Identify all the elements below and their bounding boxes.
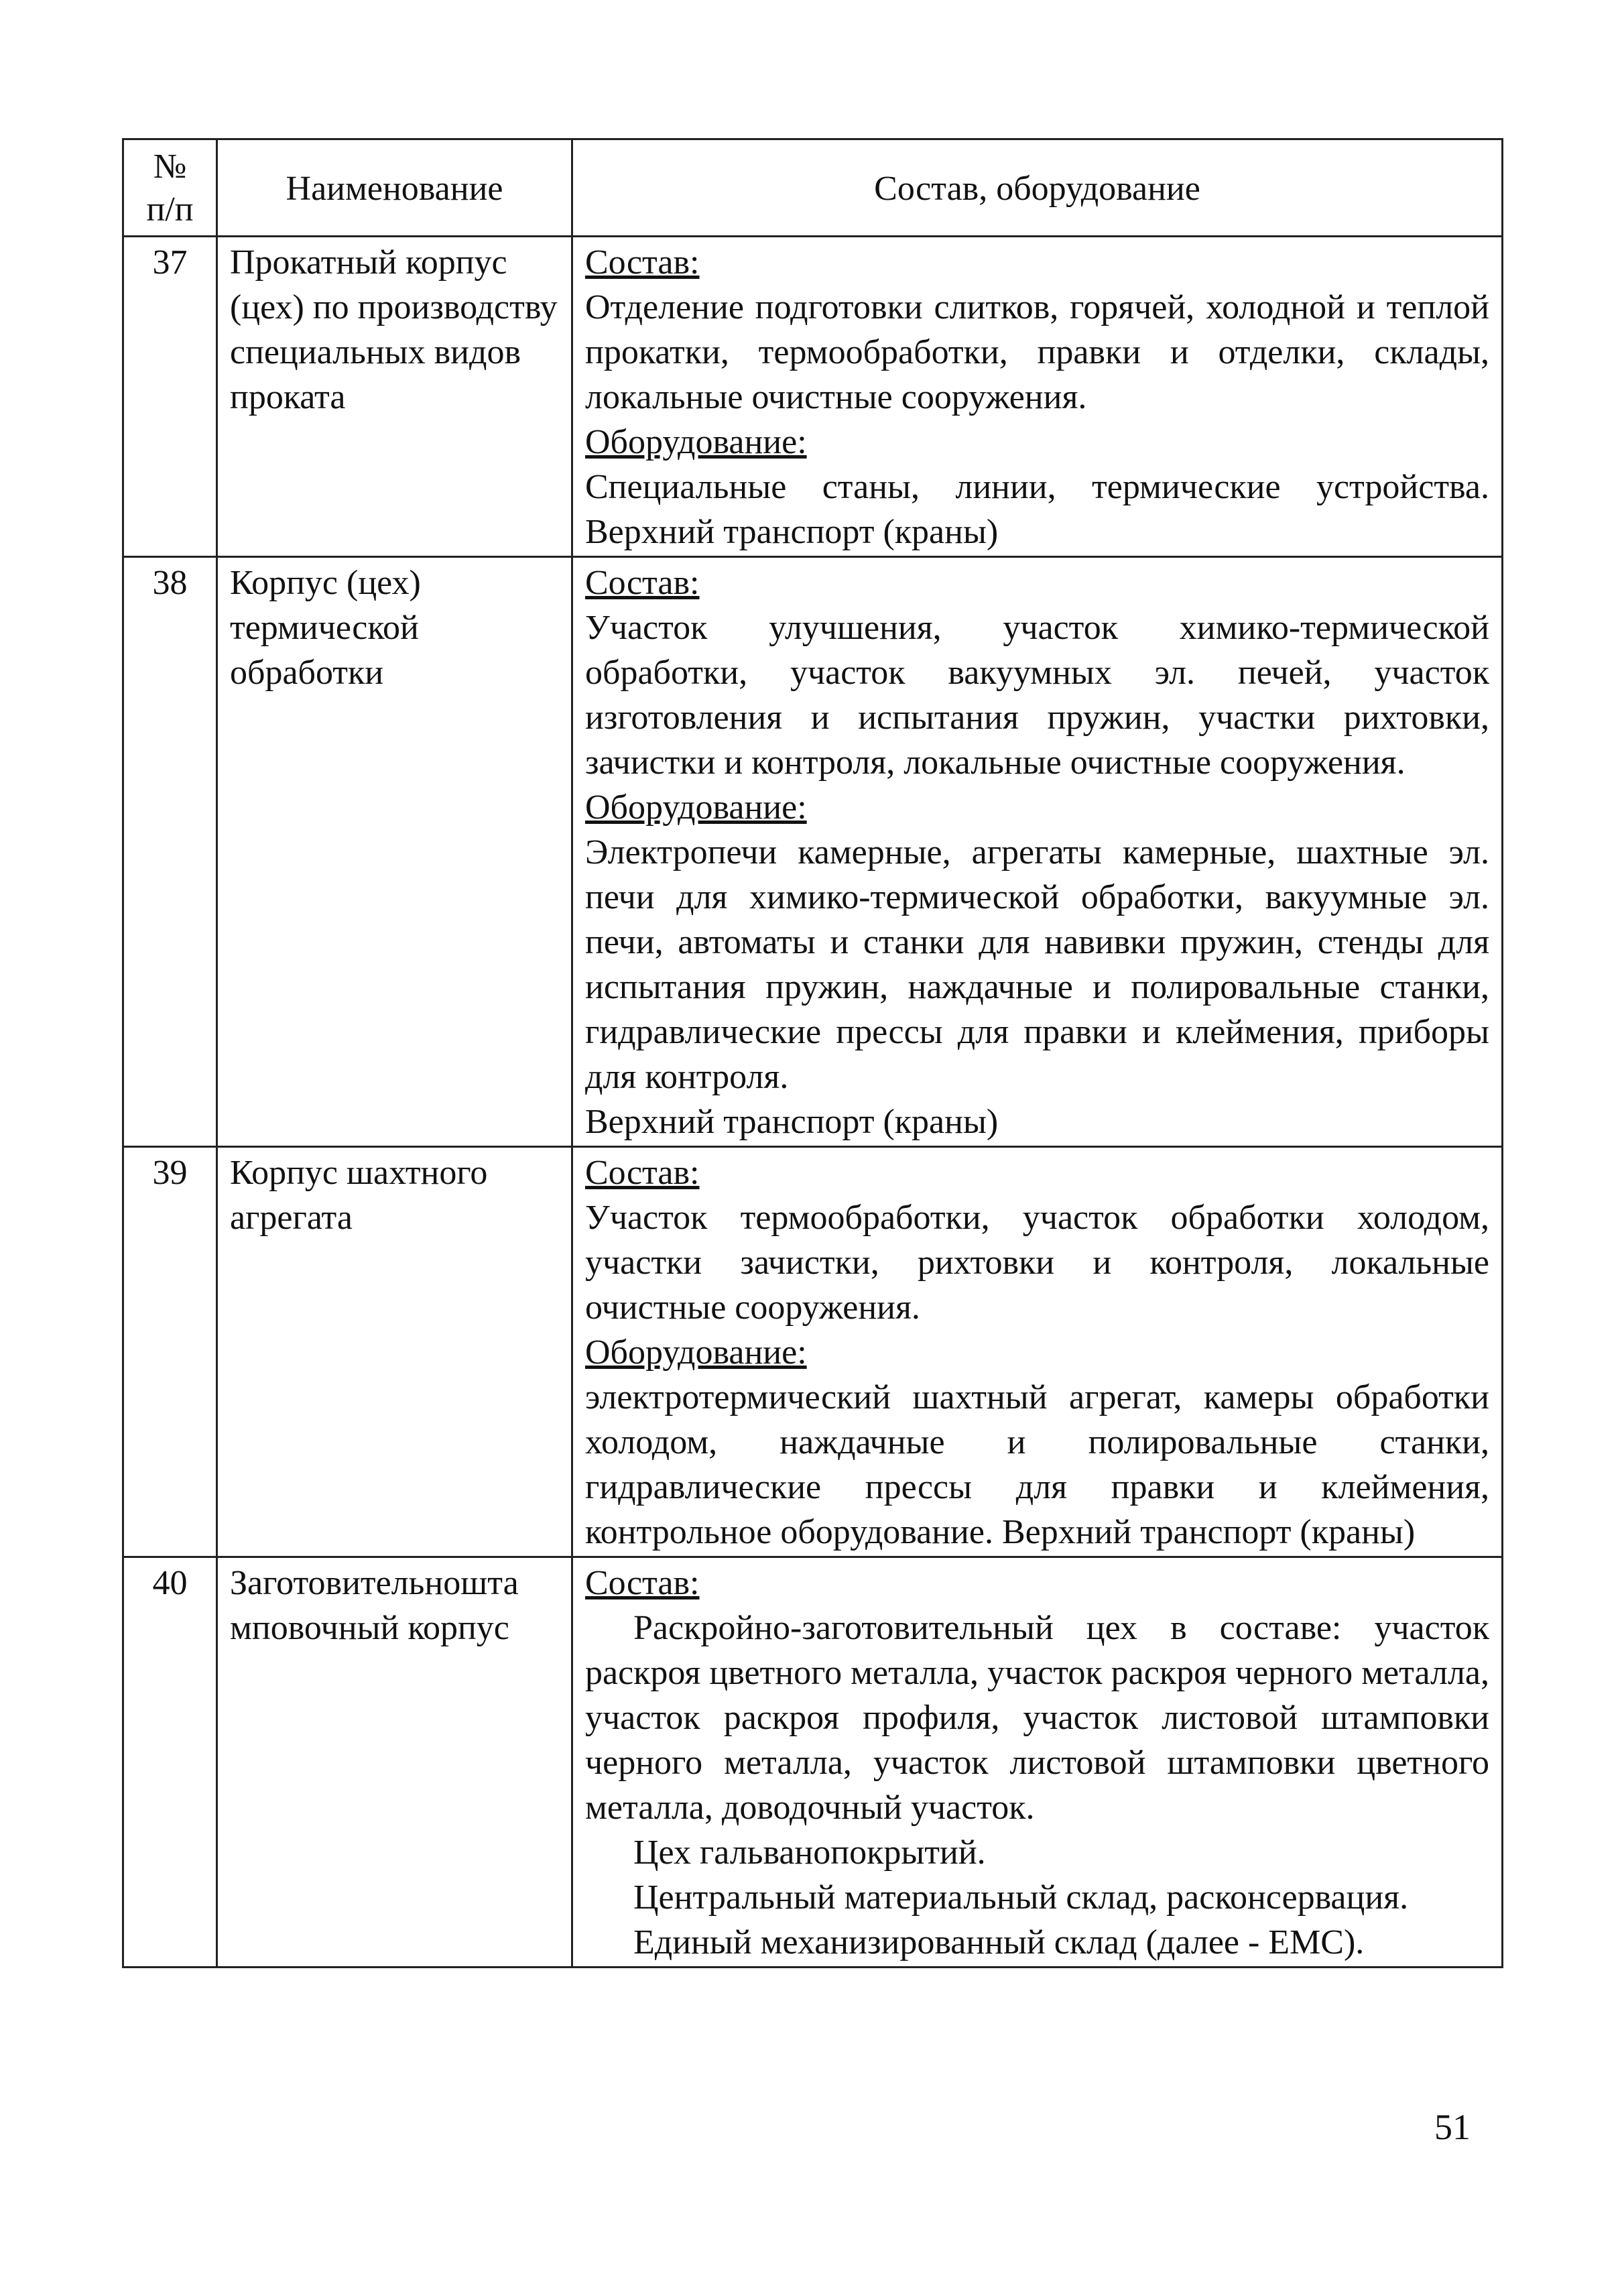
header-content: Состав, оборудование bbox=[572, 139, 1503, 237]
composition-paragraph: Единый механизированный склад (далее - ЕМС). bbox=[633, 1923, 1365, 1961]
equipment-text: Специальные станы, линии, термические устройства. Верхний транспорт (краны) bbox=[585, 468, 1489, 551]
equipment-label: Оборудование: bbox=[585, 1333, 807, 1372]
composition-label: Состав: bbox=[585, 1154, 700, 1192]
composition-label: Состав: bbox=[585, 1564, 700, 1602]
composition-text: Участок термообработки, участок обработки холодом, участки зачистки, рихтовки и контроля, локальные очистные сооружения. bbox=[585, 1199, 1489, 1327]
composition-paragraph: Раскройно-заготовительный цех в составе: участок раскроя цветного металла, участок раскроя черного металла, участок раскроя профиля, участок листовой штамповки черного металла, участок листовой штамповки цветного металла, доводочный участок. bbox=[585, 1609, 1489, 1827]
composition-label: Состав: bbox=[585, 564, 700, 602]
composition-text: Отделение подготовки слитков, горячей, холодной и теплой прокатки, термообработки, правки и отделки, склады, локальные очистные сооружения. bbox=[585, 288, 1489, 416]
row-name: Заготовительношта мповочный корпус bbox=[217, 1557, 572, 1968]
row-name: Прокатный корпус (цех) по производству специальных видов проката bbox=[217, 237, 572, 557]
row-name: Корпус (цех) термической обработки bbox=[217, 557, 572, 1147]
table-row bbox=[123, 237, 1503, 557]
row-content bbox=[572, 1147, 1503, 1557]
equipment-label: Оборудование: bbox=[585, 423, 807, 461]
composition-paragraph: Цех гальванопокрытий. bbox=[633, 1833, 986, 1872]
equipment-transport-text: Верхний транспорт (краны) bbox=[585, 1103, 999, 1141]
row-number: 37 bbox=[123, 237, 217, 557]
row-content bbox=[572, 557, 1503, 1147]
equipment-text: Электропечи камерные, агрегаты камерные, шахтные эл. печи для химико-термической обработки, вакуумные эл. печи, автоматы и станки для навивки пружин, стенды для испытания пружин, наждачные и полировальные станки, гидравлические прессы для правки и клеймения, приборы для контроля. bbox=[585, 833, 1489, 1096]
row-content bbox=[572, 1557, 1503, 1968]
equipment-text: электротермический шахтный агрегат, камеры обработки холодом, наждачные и полировальные станки, гидравлические прессы для правки и клеймения, контрольное оборудование. Верхний транспорт (краны) bbox=[585, 1378, 1489, 1551]
table-row bbox=[123, 1147, 1503, 1557]
header-name: Наименование bbox=[217, 139, 572, 237]
equipment-label: Оборудование: bbox=[585, 788, 807, 827]
table-header-row bbox=[123, 139, 1503, 237]
row-number: 38 bbox=[123, 557, 217, 1147]
table-row bbox=[123, 1557, 1503, 1968]
composition-text: Участок улучшения, участок химико-термической обработки, участок вакуумных эл. печей, участок изготовления и испытания пружин, участки рихтовки, зачистки и контроля, локальные очистные сооружения. bbox=[585, 609, 1489, 782]
row-number: 40 bbox=[123, 1557, 217, 1968]
table-row bbox=[123, 557, 1503, 1147]
equipment-table bbox=[122, 138, 1503, 1968]
composition-label: Состав: bbox=[585, 243, 700, 282]
row-number: 39 bbox=[123, 1147, 217, 1557]
row-content bbox=[572, 237, 1503, 557]
row-name: Корпус шахтного агрегата bbox=[217, 1147, 572, 1557]
header-num: № п/п bbox=[123, 139, 217, 237]
composition-paragraph: Центральный материальный склад, расконсервация. bbox=[633, 1878, 1409, 1917]
page-number: 51 bbox=[1434, 2107, 1471, 2147]
